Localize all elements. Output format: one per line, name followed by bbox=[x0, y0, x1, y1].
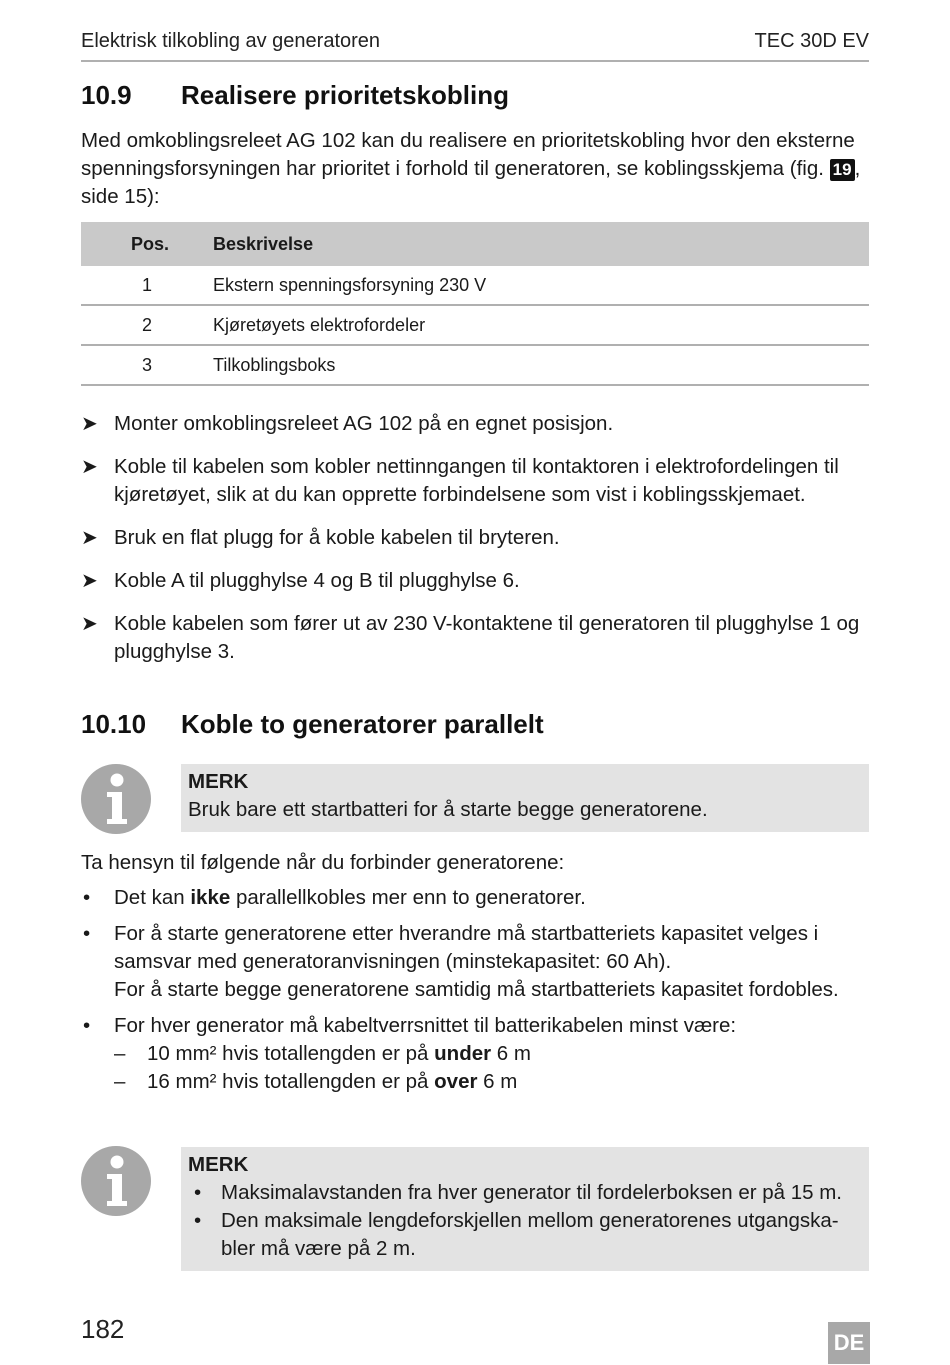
bullet-icon: • bbox=[83, 1014, 91, 1037]
note-title: MERK bbox=[188, 1153, 249, 1176]
figure-reference[interactable]: 19 bbox=[830, 159, 855, 181]
info-icon bbox=[81, 764, 151, 834]
section-heading-10-10 bbox=[81, 709, 544, 740]
considerations-list bbox=[81, 884, 881, 1104]
sub-list-item bbox=[114, 1040, 881, 1068]
note-box bbox=[181, 1147, 869, 1271]
section-number: 10.10 bbox=[81, 709, 147, 739]
table-cell-description: Tilkoblingsboks bbox=[213, 345, 869, 385]
intro-text-end: , side 15): bbox=[81, 157, 861, 208]
sub-text: 6 m bbox=[477, 1070, 518, 1093]
arrow-icon: ➤ bbox=[81, 613, 98, 635]
info-icon bbox=[81, 1146, 151, 1216]
note-list-item bbox=[188, 1207, 862, 1263]
note-text: Bruk bare ett startbatteri for å starte begge generatorene. bbox=[188, 798, 708, 821]
bold-emphasis: over bbox=[434, 1070, 478, 1093]
note-box bbox=[181, 764, 869, 832]
section-title: Koble to generatorer parallelt bbox=[181, 709, 544, 739]
bullet-text: Det kan bbox=[114, 886, 191, 909]
column-header-pos: Pos. bbox=[81, 222, 213, 266]
page-number: 182 bbox=[81, 1314, 125, 1344]
arrow-icon: ➤ bbox=[81, 527, 98, 549]
table-cell-description: Ekstern spenningsforsyning 230 V bbox=[213, 266, 869, 305]
note-list-item bbox=[188, 1179, 862, 1207]
bullet-text: For å starte begge generatorene samtidig må startbatteriets kapasitet fordobles. bbox=[114, 978, 839, 1001]
bullet-icon: • bbox=[194, 1209, 202, 1232]
bold-emphasis: under bbox=[434, 1042, 492, 1065]
table-cell-pos: 1 bbox=[81, 266, 213, 305]
header-model: TEC 30D EV bbox=[754, 30, 869, 52]
table-row bbox=[81, 345, 869, 385]
step-item bbox=[81, 453, 869, 509]
table-cell-description: Kjøretøyets elektrofordeler bbox=[213, 305, 869, 345]
step-text: Koble A til plugghylse 4 og B til plugghylse 6. bbox=[114, 569, 520, 592]
bullet-icon: • bbox=[83, 886, 91, 909]
step-item bbox=[81, 610, 869, 666]
table-cell-pos: 2 bbox=[81, 305, 213, 345]
dash-icon: – bbox=[114, 1070, 126, 1093]
dash-icon: – bbox=[114, 1042, 126, 1065]
sub-text: 10 mm² hvis totallengden er på bbox=[147, 1042, 435, 1065]
list-item bbox=[81, 1012, 881, 1096]
arrow-icon: ➤ bbox=[81, 456, 98, 478]
list-item bbox=[81, 884, 881, 912]
column-header-description: Beskrivelse bbox=[213, 222, 869, 266]
header-divider bbox=[81, 60, 869, 62]
note-title: MERK bbox=[188, 770, 249, 793]
instruction-steps bbox=[81, 410, 869, 681]
considerations-intro: Ta hensyn til følgende når du forbinder generatorene: bbox=[81, 851, 565, 874]
note-item-text: Den maksimale lengdeforskjellen mellom generatorenes utgangska-bler må være på 2 m. bbox=[221, 1209, 839, 1260]
step-item bbox=[81, 524, 869, 552]
section-number: 10.9 bbox=[81, 80, 132, 110]
sub-list bbox=[114, 1040, 881, 1096]
bullet-text: For hver generator må kabeltverrsnittet til batterikabelen minst være: bbox=[114, 1014, 737, 1037]
header-chapter: Elektrisk tilkobling av generatoren bbox=[81, 30, 381, 52]
sub-text: 6 m bbox=[491, 1042, 531, 1065]
sub-text: 16 mm² hvis totallengden er på bbox=[147, 1070, 435, 1093]
table-row bbox=[81, 266, 869, 305]
section-heading-10-9 bbox=[81, 80, 509, 111]
bullet-icon: • bbox=[194, 1181, 202, 1204]
list-item bbox=[81, 920, 881, 1004]
language-badge: DE bbox=[828, 1322, 870, 1364]
table-cell-pos: 3 bbox=[81, 345, 213, 385]
step-text: Koble til kabelen som kobler nettinngangen til kontaktoren i elektrofordelingen til kjøretøyet, slik at du kan opprette forbindelsene som vist i koblingsskjemaet. bbox=[114, 455, 839, 506]
bullet-text: For å starte generatorene etter hverandre må startbatteriets kapasitet velges i samsvar med generatoranvisningen (minstekapasitet: 60 Ah). bbox=[114, 922, 819, 973]
running-header bbox=[81, 30, 869, 53]
arrow-icon: ➤ bbox=[81, 570, 98, 592]
step-text: Koble kabelen som fører ut av 230 V-kontaktene til generatoren til plugghylse 1 og plugghylse 3. bbox=[114, 612, 860, 663]
table-header-row bbox=[81, 222, 869, 266]
step-item bbox=[81, 410, 869, 438]
table-row bbox=[81, 305, 869, 345]
note-list bbox=[188, 1179, 862, 1263]
step-text: Monter omkoblingsreleet AG 102 på en egnet posisjon. bbox=[114, 412, 614, 435]
intro-text: Med omkoblingsreleet AG 102 kan du realisere en prioritetskobling hvor den eksterne spenningsforsyningen har prioritet i forhold til generatoren, se koblingsskjema (fig. bbox=[81, 129, 855, 180]
bullet-text: parallellkobles mer enn to generatorer. bbox=[230, 886, 586, 909]
section-title: Realisere prioritetskobling bbox=[181, 80, 509, 110]
arrow-icon: ➤ bbox=[81, 413, 98, 435]
step-item bbox=[81, 567, 869, 595]
position-table bbox=[81, 222, 869, 386]
bold-emphasis: ikke bbox=[190, 886, 231, 909]
bullet-icon: • bbox=[83, 922, 91, 945]
note-item-text: Maksimalavstanden fra hver generator til fordelerboksen er på 15 m. bbox=[221, 1181, 843, 1204]
sub-list-item bbox=[114, 1068, 881, 1096]
intro-paragraph bbox=[81, 127, 869, 211]
step-text: Bruk en flat plugg for å koble kabelen til bryteren. bbox=[114, 526, 560, 549]
